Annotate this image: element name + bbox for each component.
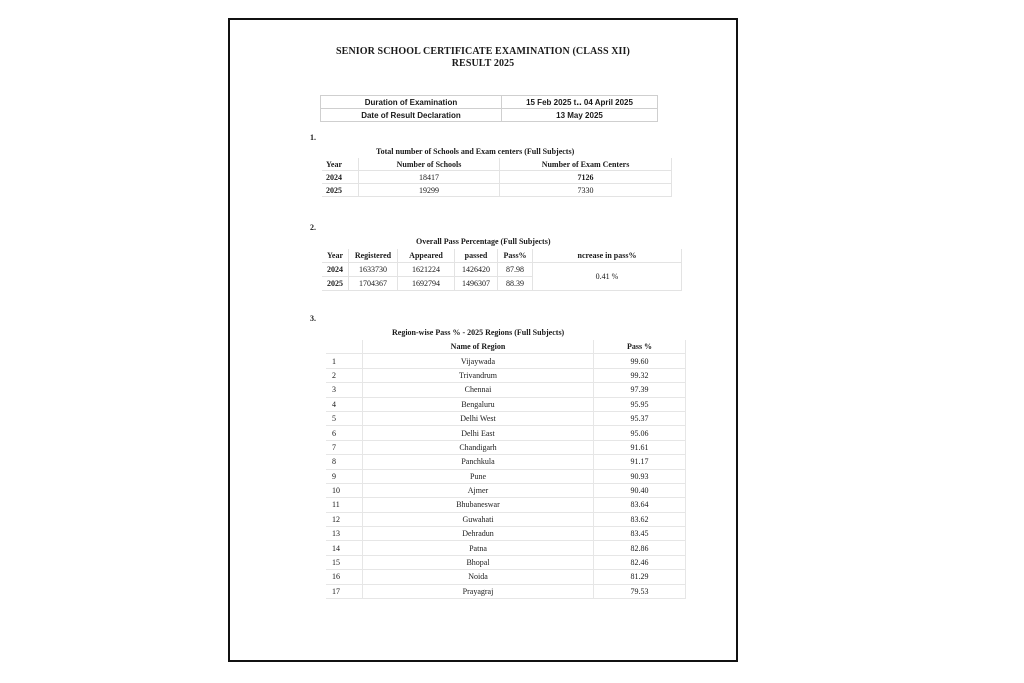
pass-percent-cell: 83.64 bbox=[594, 498, 686, 512]
serial-cell: 5 bbox=[326, 411, 363, 425]
table-row bbox=[326, 440, 686, 454]
serial-cell: 11 bbox=[326, 498, 363, 512]
schools-cell: 18417 bbox=[359, 171, 500, 184]
result-document bbox=[228, 18, 738, 662]
pass-percent-cell: 79.53 bbox=[594, 584, 686, 598]
pass-percent-cell: 91.17 bbox=[594, 455, 686, 469]
table-row bbox=[326, 469, 686, 483]
header-appeared: Appeared bbox=[398, 249, 455, 263]
region-name-cell: Pune bbox=[363, 469, 594, 483]
table-row bbox=[326, 584, 686, 598]
table-row bbox=[326, 354, 686, 368]
pass-percent-cell: 95.37 bbox=[594, 411, 686, 425]
region-name-cell: Delhi West bbox=[363, 411, 594, 425]
schools-header-row bbox=[322, 158, 672, 171]
pass-percent-cell: 99.60 bbox=[594, 354, 686, 368]
region-table-caption: Region-wise Pass % - 2025 Regions (Full Subjects) bbox=[392, 328, 565, 337]
serial-cell: 2 bbox=[326, 368, 363, 382]
year-cell: 2024 bbox=[322, 171, 359, 184]
duration-value: 15 Feb 2025 t‥ 04 April 2025 bbox=[502, 96, 658, 109]
table-row bbox=[326, 483, 686, 497]
serial-cell: 10 bbox=[326, 483, 363, 497]
region-name-cell: Ajmer bbox=[363, 483, 594, 497]
region-name-cell: Patna bbox=[363, 541, 594, 555]
pass-percent-cell: 90.40 bbox=[594, 483, 686, 497]
serial-cell: 12 bbox=[326, 512, 363, 526]
section-3-number: 3. bbox=[310, 314, 316, 323]
table-row bbox=[326, 397, 686, 411]
serial-cell: 3 bbox=[326, 383, 363, 397]
region-name-cell: Vijaywada bbox=[363, 354, 594, 368]
pass-percent-cell: 97.39 bbox=[594, 383, 686, 397]
schools-table bbox=[322, 158, 672, 197]
table-row bbox=[326, 411, 686, 425]
pass-percent-cell: 95.95 bbox=[594, 397, 686, 411]
serial-cell: 13 bbox=[326, 527, 363, 541]
pass-percent-cell: 91.61 bbox=[594, 440, 686, 454]
region-name-cell: Chennai bbox=[363, 383, 594, 397]
table-row bbox=[326, 498, 686, 512]
table-row bbox=[326, 541, 686, 555]
pass-percent-cell: 82.46 bbox=[594, 555, 686, 569]
region-name-cell: Trivandrum bbox=[363, 368, 594, 382]
header-year: Year bbox=[322, 158, 359, 171]
serial-cell: 15 bbox=[326, 555, 363, 569]
pass-table-caption: Overall Pass Percentage (Full Subjects) bbox=[416, 237, 551, 246]
header-year: Year bbox=[322, 249, 349, 263]
exam-dates-table bbox=[320, 95, 658, 122]
region-name-cell: Bhubaneswar bbox=[363, 498, 594, 512]
year-cell: 2025 bbox=[322, 277, 349, 291]
duration-row bbox=[321, 96, 658, 109]
serial-cell: 6 bbox=[326, 426, 363, 440]
region-name-cell: Noida bbox=[363, 570, 594, 584]
appeared-cell: 1692794 bbox=[398, 277, 455, 291]
table-row bbox=[322, 263, 682, 277]
table-row bbox=[326, 455, 686, 469]
region-rows bbox=[326, 354, 686, 599]
table-row bbox=[326, 570, 686, 584]
serial-cell: 8 bbox=[326, 455, 363, 469]
header-serial bbox=[326, 340, 363, 354]
passed-cell: 1426420 bbox=[455, 263, 498, 277]
declaration-label: Date of Result Declaration bbox=[321, 109, 502, 122]
declaration-value: 13 May 2025 bbox=[502, 109, 658, 122]
serial-cell: 16 bbox=[326, 570, 363, 584]
document-title: SENIOR SCHOOL CERTIFICATE EXAMINATION (CLASS XII) bbox=[336, 46, 630, 57]
table-row bbox=[326, 426, 686, 440]
duration-label: Duration of Examination bbox=[321, 96, 502, 109]
region-name-cell: Bhopal bbox=[363, 555, 594, 569]
pass-percent-cell: 82.86 bbox=[594, 541, 686, 555]
pass-percentage-table bbox=[322, 249, 682, 291]
year-cell: 2024 bbox=[322, 263, 349, 277]
pass-percent-cell: 83.45 bbox=[594, 527, 686, 541]
table-row bbox=[326, 383, 686, 397]
region-name-cell: Prayagraj bbox=[363, 584, 594, 598]
serial-cell: 4 bbox=[326, 397, 363, 411]
passed-cell: 1496307 bbox=[455, 277, 498, 291]
header-passed: passed bbox=[455, 249, 498, 263]
serial-cell: 7 bbox=[326, 440, 363, 454]
declaration-row bbox=[321, 109, 658, 122]
region-name-cell: Delhi East bbox=[363, 426, 594, 440]
serial-cell: 1 bbox=[326, 354, 363, 368]
header-region-name: Name of Region bbox=[363, 340, 594, 354]
serial-cell: 17 bbox=[326, 584, 363, 598]
region-table bbox=[326, 340, 686, 599]
header-pass-percent: Pass% bbox=[498, 249, 533, 263]
table-row bbox=[322, 184, 672, 197]
table-row bbox=[326, 512, 686, 526]
centers-cell: 7330 bbox=[500, 184, 672, 197]
schools-table-caption: Total number of Schools and Exam centers (Full Subjects) bbox=[376, 147, 575, 156]
pass-percent-cell: 81.29 bbox=[594, 570, 686, 584]
year-cell: 2025 bbox=[322, 184, 359, 197]
region-name-cell: Chandigarh bbox=[363, 440, 594, 454]
serial-cell: 9 bbox=[326, 469, 363, 483]
header-centers: Number of Exam Centers bbox=[500, 158, 672, 171]
header-pass-percent: Pass % bbox=[594, 340, 686, 354]
header-registered: Registered bbox=[349, 249, 398, 263]
increase-cell: 0.41 % bbox=[533, 263, 682, 291]
appeared-cell: 1621224 bbox=[398, 263, 455, 277]
pass-percent-cell: 90.93 bbox=[594, 469, 686, 483]
registered-cell: 1704367 bbox=[349, 277, 398, 291]
document-subtitle: RESULT 2025 bbox=[451, 58, 515, 69]
centers-cell: 7126 bbox=[500, 171, 672, 184]
table-row bbox=[326, 555, 686, 569]
region-name-cell: Guwahati bbox=[363, 512, 594, 526]
schools-cell: 19299 bbox=[359, 184, 500, 197]
section-2-number: 2. bbox=[310, 223, 316, 232]
pass-percent-cell: 99.32 bbox=[594, 368, 686, 382]
pass-percent-cell: 88.39 bbox=[498, 277, 533, 291]
region-name-cell: Dehradun bbox=[363, 527, 594, 541]
pass-percent-cell: 87.98 bbox=[498, 263, 533, 277]
region-header-row bbox=[326, 340, 686, 354]
pass-header-row bbox=[322, 249, 682, 263]
region-name-cell: Bengaluru bbox=[363, 397, 594, 411]
pass-percent-cell: 83.62 bbox=[594, 512, 686, 526]
table-row bbox=[322, 171, 672, 184]
header-schools: Number of Schools bbox=[359, 158, 500, 171]
serial-cell: 14 bbox=[326, 541, 363, 555]
header-increase: ncrease in pass% bbox=[533, 249, 682, 263]
table-row bbox=[326, 527, 686, 541]
pass-percent-cell: 95.06 bbox=[594, 426, 686, 440]
region-name-cell: Panchkula bbox=[363, 455, 594, 469]
registered-cell: 1633730 bbox=[349, 263, 398, 277]
table-row bbox=[326, 368, 686, 382]
section-1-number: 1. bbox=[310, 133, 316, 142]
